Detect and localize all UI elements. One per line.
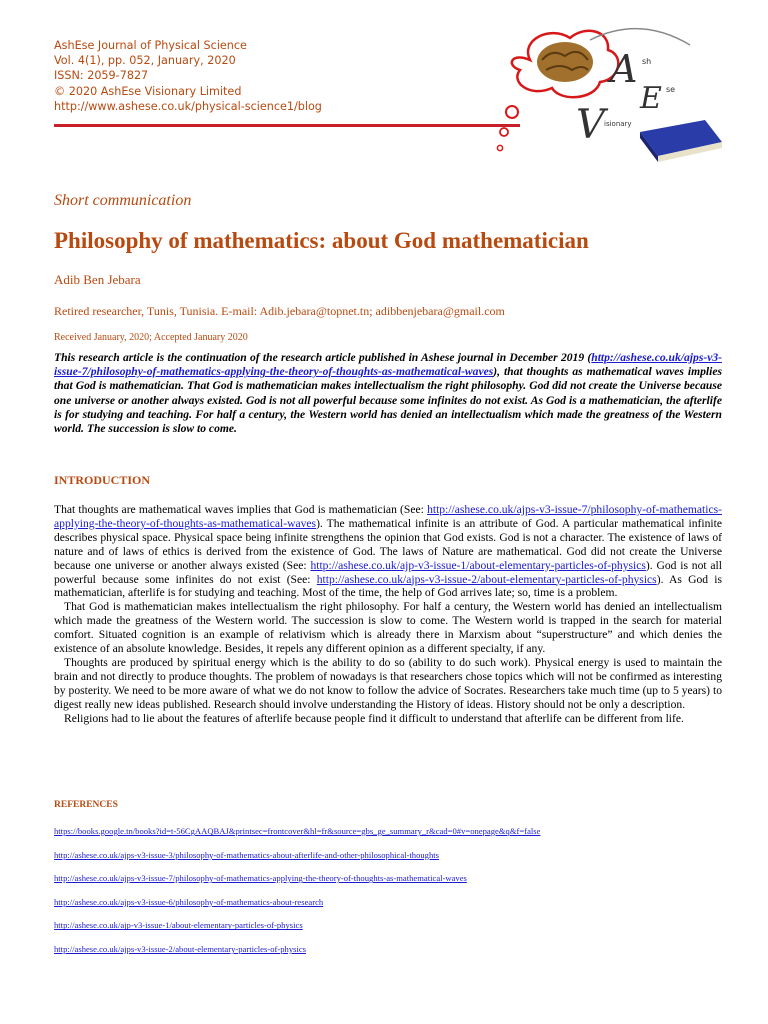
journal-copyright: © 2020 AshEse Visionary Limited: [54, 84, 242, 98]
paragraph-2: That God is mathematician makes intellectualism the right philosophy. For half a century, the Western world has denied an intellectualism which made the greatness of the Western world. The succession is slow to come. The Western world is trapped in the search for material comfort. Situated cognition is an example of relativism which is already there in Marxism about “superstructure” and which denies the existence of an absolute knowledge. Besides, it repels any different opinion as a different specialty, if any.: [54, 600, 722, 656]
introduction-heading: INTRODUCTION: [54, 473, 151, 487]
book-icon: [640, 120, 722, 162]
intro-link-3[interactable]: http://ashese.co.uk/ajps-v3-issue-2/about-elementary-particles-of-physics: [316, 572, 657, 586]
intro-link-2[interactable]: http://ashese.co.uk/ajp-v3-issue-1/about-elementary-particles-of-physics: [310, 558, 646, 572]
journal-name: AshEse Journal of Physical Science: [54, 39, 247, 52]
article-affiliation: Retired researcher, Tunis, Tunisia. E-mail: Adib.jebara@topnet.tn; adibbenjebara@gmail.com: [54, 304, 505, 318]
logo-letter-visionary: isionary: [604, 120, 632, 128]
paragraph-text: ). As God is mathematician, afterlife is for studying and teaching. Most of the time, the help of God arrives late; so, time is a problem.: [54, 572, 722, 600]
reference-link-2[interactable]: http://ashese.co.uk/ajps-v3-issue-3/philosophy-of-mathematics-about-afterlife-and-other-philosophical-thoughts: [54, 849, 440, 860]
abstract-text-rest: ), that thoughts as mathematical waves implies that God is mathematician. That God is mathematician makes intellectualism the right philosophy. God did not create the Universe because one universe or another always existed. God is not all powerful because some infinites do not exist. As God is a mathematician, the afterlife is for studying and teaching. For half a century, the Western world has denied an intellectualism which made the greatness of the Western world. The succession is slow to come.: [54, 365, 722, 436]
references-list: [54, 826, 540, 968]
introduction-body: [54, 503, 722, 726]
reference-link-4[interactable]: http://ashese.co.uk/ajps-v3-issue-6/philosophy-of-mathematics-about-research: [54, 896, 324, 907]
article-received: Received January, 2020; Accepted January 2020: [54, 332, 248, 343]
journal-url[interactable]: http://www.ashese.co.uk/physical-science1/blog: [54, 99, 322, 113]
paragraph-text: ). God is not all powerful because some infinites do not exist (See:: [54, 558, 722, 586]
paragraph-3: Thoughts are produced by spiritual energy which is the ability to do so (ability to do such work). Physical energy is used to maintain the brain and not directly to produce thoughts. The problem of nowadays is that researchers chose topics which will not be confirmed as interesting by posterity. We need to be more aware of what we do not know to follow the advice of Socrates. Researchers take much time (up to 5 years) to digest really new ideas published. Research should involve understanding the History of ideas. History should not be only a description.: [54, 655, 722, 711]
paragraph-text: That thoughts are mathematical waves implies that God is mathematician (See:: [54, 503, 428, 516]
journal-issn: ISSN: 2059-7827: [54, 69, 149, 83]
intro-link-1[interactable]: http://ashese.co.uk/ajps-v3-issue-7/philosophy-of-mathematics-applying-the-theory-of-thoughts-as-mathematical-waves: [54, 503, 722, 530]
header-divider: [54, 124, 520, 127]
paragraph-1: [54, 503, 722, 600]
journal-volume: Vol. 4(1), pp. 052, January, 2020: [54, 54, 236, 68]
journal-logo: [490, 20, 722, 170]
reference-link-3[interactable]: http://ashese.co.uk/ajps-v3-issue-7/philosophy-of-mathematics-applying-the-theory-of-thoughts-as-mathematical-waves: [54, 873, 467, 884]
reference-link-1[interactable]: https://books.google.tn/books?id=t-56CgAAQBAJ&printsec=frontcover&hl=fr&source=gbs_ge_summary_r&cad=0#v=onepage&q&f=false: [54, 826, 541, 836]
logo-letter-a: A: [610, 47, 638, 91]
logo-letter-se: se: [666, 85, 676, 94]
abstract: [54, 351, 722, 436]
reference-link-5[interactable]: http://ashese.co.uk/ajp-v3-issue-1/about-elementary-particles-of-physics: [54, 920, 303, 931]
logo-letter-e: E: [640, 81, 662, 116]
article-author: Adib Ben Jebara: [54, 272, 141, 287]
references-heading: REFERENCES: [54, 800, 118, 810]
reference-link-6[interactable]: http://ashese.co.uk/ajps-v3-issue-2/about-elementary-particles-of-physics: [54, 943, 307, 954]
paragraph-4: Religions had to lie about the features of afterlife because people find it difficult to understand that afterlife can be different from life.: [64, 711, 684, 725]
article-type: Short communication: [54, 192, 192, 209]
logo-letter-v: V: [576, 102, 605, 148]
brain-icon: [537, 42, 593, 82]
article-title: Philosophy of mathematics: about God mathematician: [54, 228, 589, 253]
paragraph-text: ). The mathematical infinite is an attribute of God. A particular mathematical infinite describes physical space. Physical space being infinite strengthens the opinion that God exists. God is not a character. The existence of laws of nature and of laws of ethics is derived from the existence of God. The laws of Nature are mathematical. God did not create the Universe because one universe or another always existed (See:: [54, 516, 722, 572]
logo-letter-sh: sh: [642, 57, 652, 66]
abstract-text: This research article is the continuation of the research article published in Ashese journal in December 2019 (: [54, 351, 592, 364]
journal-header: [54, 38, 322, 114]
abstract-link[interactable]: http://ashese.co.uk/ajps-v3-issue-7/philosophy-of-mathematics-applying-the-theory-of-thoughts-as-mathematical-waves: [54, 351, 722, 379]
